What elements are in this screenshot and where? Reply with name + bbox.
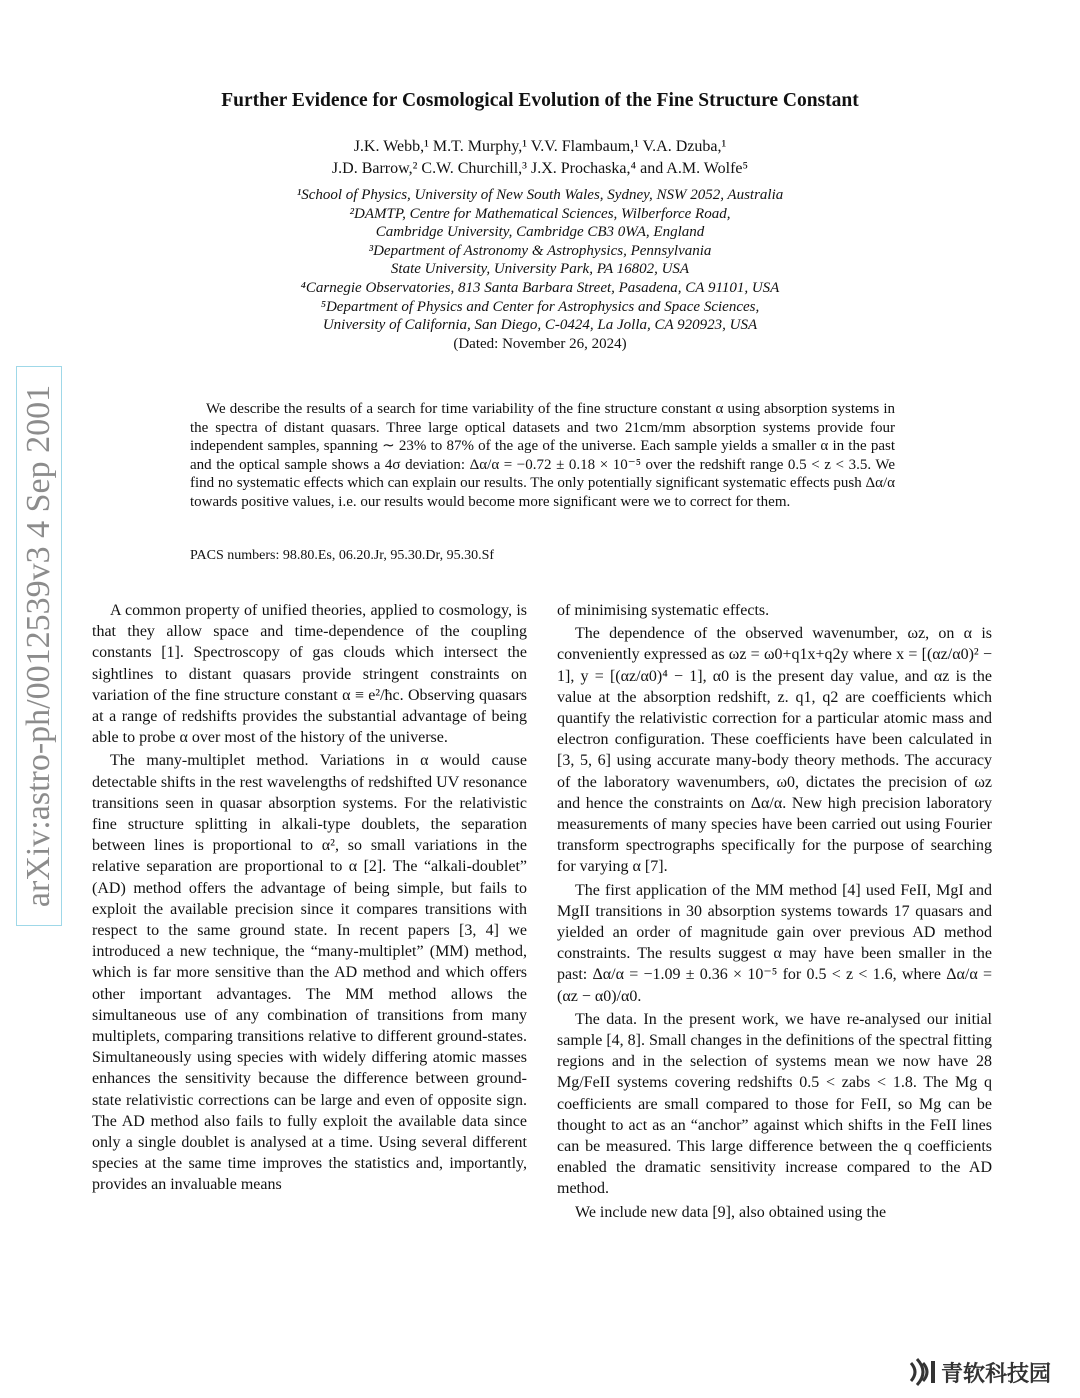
- affiliation-line: ⁴Carnegie Observatories, 813 Santa Barbara Street, Pasadena, CA 91101, USA: [300, 279, 780, 296]
- paper-title: Further Evidence for Cosmological Evolution of the Fine Structure Constant: [221, 90, 859, 111]
- body-paragraph: A common property of unified theories, applied to cosmology, is that they allow space and time-dependence of the coupling constants [1]. Spectroscopy of gas clouds which intersect the sightlines to distant quasars provide stringent constraints on variation of the fine structure constant α ≡ e²/ħc. Observing quasars at a range of redshifts provides the substantial advantage of being able to probe α over most of the history of the universe.: [92, 602, 527, 747]
- left-column: [92, 600, 527, 1196]
- body-paragraph: The data. In the present work, we have re-analysed our initial sample [4, 8]. Small changes in the definitions of the spectral fitting regions and in the selection of systems mean we now have 28 Mg/FeII systems covering redshifts 0.5 < zabs < 1.8. The Mg q coefficients are small compared to those for FeII, so Mg can be thought to act as an “anchor” against which shifts in the FeII lines can be measured. This large difference between the q coefficients enabled the dramatic sensitivity increase compared to the AD method.: [557, 1010, 993, 1198]
- body-paragraph: The first application of the MM method [4] used FeII, MgI and MgII transitions in 30 absorption systems towards 17 quasars and yielded an order of magnitude gain over previous AD method constraints. The results suggest α may have been smaller in the past: Δα/α = −1.09 ± 0.36 × 10⁻⁵ for 0.5 < z < 1.6, where Δα/α = (αz − α0)/α0.: [557, 881, 992, 1005]
- affiliation-line: ³Department of Astronomy & Astrophysics, Pennsylvania: [368, 242, 712, 259]
- abstract: We describe the results of a search for time variability of the fine structure constant α using absorption systems in the spectra of distant quasars. Three large optical datasets and two 21cm/mm absorption systems provide four independent samples, spanning ∼ 23% to 87% of the age of the universe. Each sample yields a smaller α in the past and the optical sample shows a 4σ deviation: Δα/α = −0.72 ± 0.18 × 10⁻⁵ over the redshift range 0.5 < z < 3.5. We find no systematic effects which can explain our results. The only potentially significant systematic effects push Δα/α towards positive values, i.e. our results would become more significant were we to correct for them.: [190, 401, 895, 510]
- author-list: [0, 136, 1080, 180]
- arxiv-id: arXiv:astro-ph/0012539v3 4 Sep 2001: [20, 384, 57, 908]
- dated-line: (Dated: November 26, 2024): [453, 335, 627, 352]
- affiliation-line: ⁵Department of Physics and Center for Astrophysics and Space Sciences,: [320, 298, 760, 315]
- body-paragraph: The dependence of the observed wavenumber, ωz, on α is conveniently expressed as ωz = ω0+q1x+q2y where x = [(αz/α0)² − 1], y = [(αz/α0)⁴ − 1], α0 is the present day value, and αz is the value at the absorption redshift, z. q1, q2 are coefficients which quantify the relativistic correction for a particular atomic mass and electron configuration. These coefficients have been calculated in [3, 5, 6] using accurate many-body theory methods. The accuracy of the laboratory wavenumbers, ω0, dictates the precision of ωz and hence the constraints on Δα/α. New high precision laboratory measurements of many species have been carried out using Fourier transform spectrographs specifically for the purpose of searching for varying α [7].: [557, 625, 992, 876]
- body-paragraph: The many-multiplet method. Variations in α would cause detectable shifts in the rest wavelengths of redshifted UV resonance transitions seen in quasar absorption systems. For the relativistic fine structure splitting in alkali-type doublets, the separation between lines is proportional to α², so small variations in the relative separation are proportional to α [2]. The “alkali-doublet” (AD) method offers the advantage of being simple, but fails to exploit the available precision since it compares transitions with respect to the same ground state. In recent papers [3, 4] we introduced a new technique, the “many-multiplet” (MM) method, which is far more sensitive than the AD method and which offers other important advantages. The MM method allows the simultaneous use of any combination of transitions from many multiplets, comparing transitions relative to different ground-states. Simultaneously using species with widely differing atomic masses enhances the sensitivity because the difference between ground-state relativistic corrections can be large and even of opposite sign. The AD method also fails to fully exploit the available data since only a single doublet is analysed at a time. Using several different species at the same time improves the statistics and, importantly, provides an invaluable means: [92, 752, 527, 1194]
- affiliation-line: ¹School of Physics, University of New South Wales, Sydney, NSW 2052, Australia: [296, 187, 784, 203]
- body-paragraph: We include new data [9], also obtained using the: [575, 1203, 887, 1221]
- affiliation-line: University of California, San Diego, C-0424, La Jolla, CA 920923, USA: [322, 317, 758, 334]
- body-paragraph: of minimising systematic effects.: [557, 602, 770, 619]
- watermark: [905, 1352, 1051, 1392]
- affiliations: [0, 186, 1080, 353]
- authors-line: J.D. Barrow,² C.W. Churchill,³ J.X. Prochaska,⁴ and A.M. Wolfe⁵: [331, 160, 749, 177]
- right-column: [557, 600, 992, 1223]
- sound-wave-logo-icon: [905, 1355, 939, 1389]
- authors-line: J.K. Webb,¹ M.T. Murphy,¹ V.V. Flambaum,¹ V.A. Dzuba,¹: [353, 138, 727, 155]
- arxiv-stamp: [16, 366, 62, 926]
- affiliation-line: Cambridge University, Cambridge CB3 0WA, England: [375, 224, 705, 241]
- pacs-numbers: PACS numbers: 98.80.Es, 06.20.Jr, 95.30.Dr, 95.30.Sf: [190, 548, 495, 563]
- affiliation-line: State University, University Park, PA 16802, USA: [390, 261, 690, 278]
- affiliation-line: ²DAMTP, Centre for Mathematical Sciences, Wilberforce Road,: [349, 205, 731, 222]
- watermark-text: 青软科技园: [941, 1361, 1052, 1387]
